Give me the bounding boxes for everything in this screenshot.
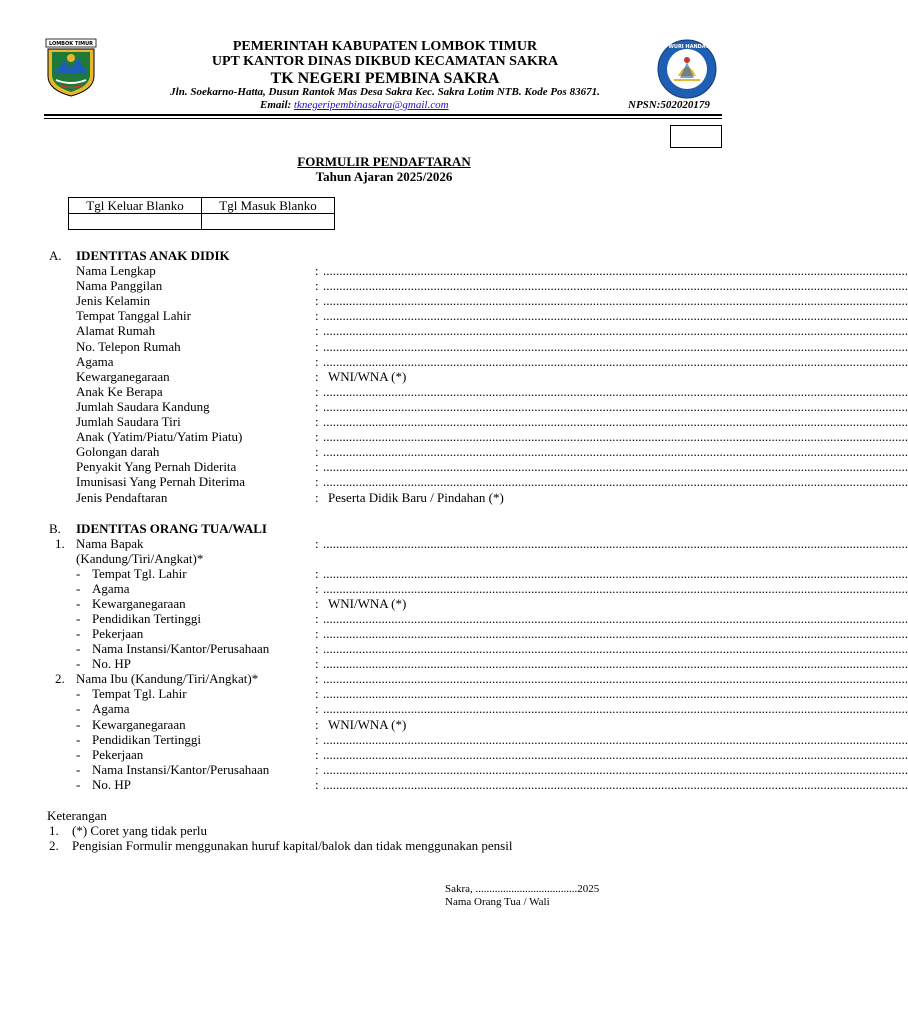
field-colon: :	[315, 414, 319, 429]
father-name-row	[0, 536, 908, 551]
list-dash: -	[76, 686, 81, 702]
mother-field-row	[0, 746, 908, 762]
signature-role: Nama Orang Tua / Wali	[445, 896, 550, 908]
field-label: Pendidikan Tertinggi	[92, 731, 201, 747]
field-row-a	[0, 369, 768, 384]
note-text: Pengisian Formulir menggunakan huruf kapital/balok dan tidak menggunakan pensil	[72, 838, 513, 853]
field-label: Agama	[76, 353, 114, 369]
field-label: No. Telepon Rumah	[76, 338, 181, 354]
field-colon: :	[315, 278, 319, 294]
header-rule-thin	[44, 118, 722, 119]
field-fill-line[interactable]: ....................................................................................................................................................................................	[323, 686, 908, 702]
field-label: Kewarganegaraan	[92, 716, 186, 732]
field-value[interactable]: WNI/WNA (*)	[328, 368, 407, 384]
list-dash: -	[76, 566, 81, 581]
field-value[interactable]: WNI/WNA (*)	[328, 716, 407, 732]
father-field-row	[0, 656, 908, 672]
email-link[interactable]: tknegeripembinasakra@gmail.com	[293, 99, 449, 111]
field-label: Agama	[92, 701, 130, 717]
field-row-a	[0, 263, 908, 278]
field-colon: :	[315, 383, 319, 399]
field-value[interactable]: Peserta Didik Baru / Pindahan (*)	[328, 489, 504, 505]
field-fill-line[interactable]: ....................................................................................................................................................................................	[323, 611, 908, 627]
list-dash: -	[76, 626, 81, 642]
field-fill-line[interactable]: ....................................................................................................................................................................................	[323, 656, 908, 672]
header-npsn: NPSN:502020179	[628, 99, 710, 111]
list-dash: -	[76, 716, 81, 732]
field-label: Tempat Tanggal Lahir	[76, 308, 191, 324]
field-label: Tempat Tgl. Lahir	[92, 686, 187, 702]
field-colon: :	[315, 323, 319, 339]
mother-field-row	[0, 701, 908, 717]
svg-text:LOMBOK TIMUR: LOMBOK TIMUR	[48, 41, 94, 48]
field-label: Jenis Kelamin	[76, 293, 151, 309]
list-dash: -	[76, 761, 81, 777]
field-fill-line[interactable]: ....................................................................................................................................................................................	[323, 459, 908, 475]
mother-field-row	[0, 717, 768, 732]
field-colon: :	[315, 429, 319, 445]
tut-wuri-handayani-emblem	[652, 38, 722, 100]
svg-text:TUT WURI HANDAYANI: TUT WURI HANDAYANI	[655, 44, 719, 50]
field-colon: :	[315, 716, 319, 732]
list-dash: -	[76, 581, 81, 597]
field-fill-line[interactable]: ....................................................................................................................................................................................	[323, 701, 908, 717]
field-label: Nama Instansi/Kantor/Perusahaan	[92, 641, 270, 657]
field-label: No. HP	[92, 776, 132, 792]
list-dash: -	[76, 611, 81, 627]
list-dash: -	[76, 656, 81, 672]
field-colon: :	[315, 308, 319, 324]
section-a-title: IDENTITAS ANAK DIDIK	[76, 248, 230, 263]
field-row-a	[0, 338, 908, 354]
father-field-row	[0, 581, 908, 597]
signature-place-date: Sakra, .....................................2025	[445, 883, 600, 895]
email-label: Email:	[260, 99, 292, 111]
field-row-a	[0, 474, 908, 490]
field-colon: :	[315, 626, 319, 642]
field-row-a	[0, 459, 908, 475]
field-colon: :	[315, 459, 319, 475]
field-fill-line[interactable]: ....................................................................................................................................................................................	[323, 338, 908, 354]
field-fill-line[interactable]: ....................................................................................................................................................................................	[323, 581, 908, 597]
field-fill-line[interactable]: ....................................................................................................................................................................................	[323, 383, 908, 399]
field-label: Penyakit Yang Pernah Diderita	[76, 459, 237, 475]
item-number: 1.	[55, 536, 65, 551]
field-colon: :	[315, 353, 319, 369]
list-dash: -	[76, 701, 81, 717]
notes-title: Keterangan	[47, 808, 107, 823]
field-label: Kewarganegaraan	[92, 596, 186, 612]
field-colon: :	[315, 566, 319, 581]
father-field-row	[0, 626, 908, 642]
field-colon: :	[315, 581, 319, 597]
field-colon: :	[315, 656, 319, 672]
father-field-row	[0, 596, 768, 611]
field-fill-line[interactable]: ....................................................................................................................................................................................	[323, 474, 908, 490]
field-colon: :	[315, 596, 319, 612]
field-colon: :	[315, 611, 319, 627]
field-label: Nama Panggilan	[76, 278, 163, 294]
item-number: 2.	[55, 671, 65, 687]
field-label: Anak Ke Berapa	[76, 383, 163, 399]
header-line-government: PEMERINTAH KABUPATEN LOMBOK TIMUR	[232, 39, 538, 54]
section-b-letter: B.	[49, 521, 61, 536]
field-colon: :	[315, 671, 319, 687]
field-label: Imunisasi Yang Pernah Diterima	[76, 474, 245, 490]
field-colon: :	[315, 641, 319, 657]
blanko-in-cell[interactable]	[202, 214, 335, 230]
mother-field-row	[0, 686, 908, 702]
field-colon: :	[315, 398, 319, 414]
field-label: Golongan darah	[76, 444, 160, 460]
field-fill-line[interactable]: ....................................................................................................................................................................................	[323, 429, 908, 445]
field-fill-line[interactable]: ....................................................................................................................................................................................	[323, 671, 908, 687]
note-number: 1.	[49, 823, 59, 838]
field-colon: :	[315, 776, 319, 792]
field-fill-line[interactable]: ....................................................................................................................................................................................	[323, 398, 908, 414]
form-year: Tahun Ajaran 2025/2026	[315, 169, 453, 184]
lombok-timur-emblem	[44, 38, 98, 98]
field-label: Nama Instansi/Kantor/Perusahaan	[92, 761, 270, 777]
mother-field-row	[0, 731, 908, 747]
field-fill-line[interactable]: ....................................................................................................................................................................................	[323, 641, 908, 657]
field-label: Agama	[92, 581, 130, 597]
mother-field-row	[0, 761, 908, 777]
blanko-out-header: Tgl Keluar Blanko	[69, 198, 202, 214]
field-row-a	[0, 323, 908, 339]
field-colon: :	[315, 746, 319, 762]
father-name-row-cont	[0, 551, 768, 566]
field-fill-line[interactable]: ....................................................................................................................................................................................	[323, 444, 908, 460]
field-label: No. HP	[92, 656, 132, 672]
field-label: Nama Ibu (Kandung/Tiri/Angkat)*	[76, 671, 259, 687]
field-label: Pekerjaan	[92, 746, 144, 762]
field-colon: :	[315, 368, 319, 384]
field-label: Alamat Rumah	[76, 323, 156, 339]
field-row-a	[0, 353, 908, 369]
list-dash: -	[76, 746, 81, 762]
mother-field-row	[0, 776, 908, 792]
registration-number-box[interactable]	[670, 125, 722, 148]
note-text: (*) Coret yang tidak perlu	[72, 823, 208, 838]
field-fill-line[interactable]: ....................................................................................................................................................................................	[323, 746, 908, 762]
field-row-a	[0, 293, 908, 309]
field-fill-line[interactable]: ....................................................................................................................................................................................	[323, 776, 908, 792]
field-row-a	[0, 429, 908, 445]
field-colon: :	[315, 686, 319, 702]
field-label: Jumlah Saudara Tiri	[76, 414, 181, 429]
blanko-in-header: Tgl Masuk Blanko	[202, 198, 335, 214]
field-fill-line[interactable]: ....................................................................................................................................................................................	[323, 731, 908, 747]
field-colon: :	[315, 474, 319, 490]
blanko-date-table	[68, 197, 335, 230]
field-colon: :	[315, 444, 319, 460]
list-dash: -	[76, 776, 81, 792]
field-fill-line[interactable]: ....................................................................................................................................................................................	[323, 263, 908, 278]
field-row-a	[0, 444, 908, 460]
field-fill-line[interactable]: ....................................................................................................................................................................................	[323, 353, 908, 369]
field-label: Kewarganegaraan	[76, 368, 170, 384]
field-colon: :	[315, 489, 319, 505]
field-label: Nama Bapak	[76, 536, 144, 551]
father-field-row	[0, 566, 908, 581]
field-fill-line[interactable]: ....................................................................................................................................................................................	[323, 566, 908, 581]
note-number: 2.	[49, 838, 59, 853]
mother-name-row	[0, 671, 908, 687]
field-colon: :	[315, 701, 319, 717]
header-rule-thick	[44, 114, 722, 116]
field-label: Jenis Pendaftaran	[76, 489, 168, 505]
header-school-name: TK NEGERI PEMBINA SAKRA	[270, 70, 500, 87]
field-fill-line[interactable]: ....................................................................................................................................................................................	[323, 323, 908, 339]
field-label: Nama Lengkap	[76, 263, 156, 278]
field-colon: :	[315, 263, 319, 278]
field-row-a	[0, 414, 908, 429]
field-colon: :	[315, 731, 319, 747]
header-email	[260, 99, 449, 112]
field-fill-line[interactable]: ....................................................................................................................................................................................	[323, 308, 908, 324]
section-a-letter: A.	[49, 248, 62, 263]
field-label: Pendidikan Tertinggi	[92, 611, 201, 627]
field-label: (Kandung/Tiri/Angkat)*	[76, 551, 204, 566]
header-line-office: UPT KANTOR DINAS DIKBUD KECAMATAN SAKRA	[211, 54, 559, 69]
field-label: Pekerjaan	[92, 626, 144, 642]
field-colon: :	[315, 536, 319, 551]
father-field-row	[0, 611, 908, 627]
field-fill-line[interactable]: ....................................................................................................................................................................................	[323, 761, 908, 777]
father-field-row	[0, 641, 908, 657]
blanko-out-cell[interactable]	[69, 214, 202, 230]
field-fill-line[interactable]: ....................................................................................................................................................................................	[323, 278, 908, 294]
section-b-title: IDENTITAS ORANG TUA/WALI	[76, 521, 267, 536]
field-row-a	[0, 308, 908, 324]
field-fill-line[interactable]: ....................................................................................................................................................................................	[323, 536, 908, 551]
form-title: FORMULIR PENDAFTARAN	[297, 154, 471, 169]
field-row-a	[0, 278, 908, 294]
field-fill-line[interactable]: ....................................................................................................................................................................................	[323, 414, 908, 429]
field-row-a	[0, 490, 768, 505]
list-dash: -	[76, 641, 81, 657]
field-colon: :	[315, 293, 319, 309]
field-row-a	[0, 383, 908, 399]
field-label: Anak (Yatim/Piatu/Yatim Piatu)	[76, 429, 243, 445]
field-fill-line[interactable]: ....................................................................................................................................................................................	[323, 626, 908, 642]
field-value[interactable]: WNI/WNA (*)	[328, 596, 407, 612]
field-colon: :	[315, 761, 319, 777]
field-colon: :	[315, 338, 319, 354]
list-dash: -	[76, 731, 81, 747]
field-fill-line[interactable]: ....................................................................................................................................................................................	[323, 293, 908, 309]
field-row-a	[0, 398, 908, 414]
field-label: Jumlah Saudara Kandung	[76, 398, 210, 414]
list-dash: -	[76, 596, 81, 612]
header-address: Jln. Soekarno-Hatta, Dusun Rantok Mas Desa Sakra Kec. Sakra Lotim NTB. Kode Pos 83671.	[170, 86, 600, 98]
field-label: Tempat Tgl. Lahir	[92, 566, 187, 581]
